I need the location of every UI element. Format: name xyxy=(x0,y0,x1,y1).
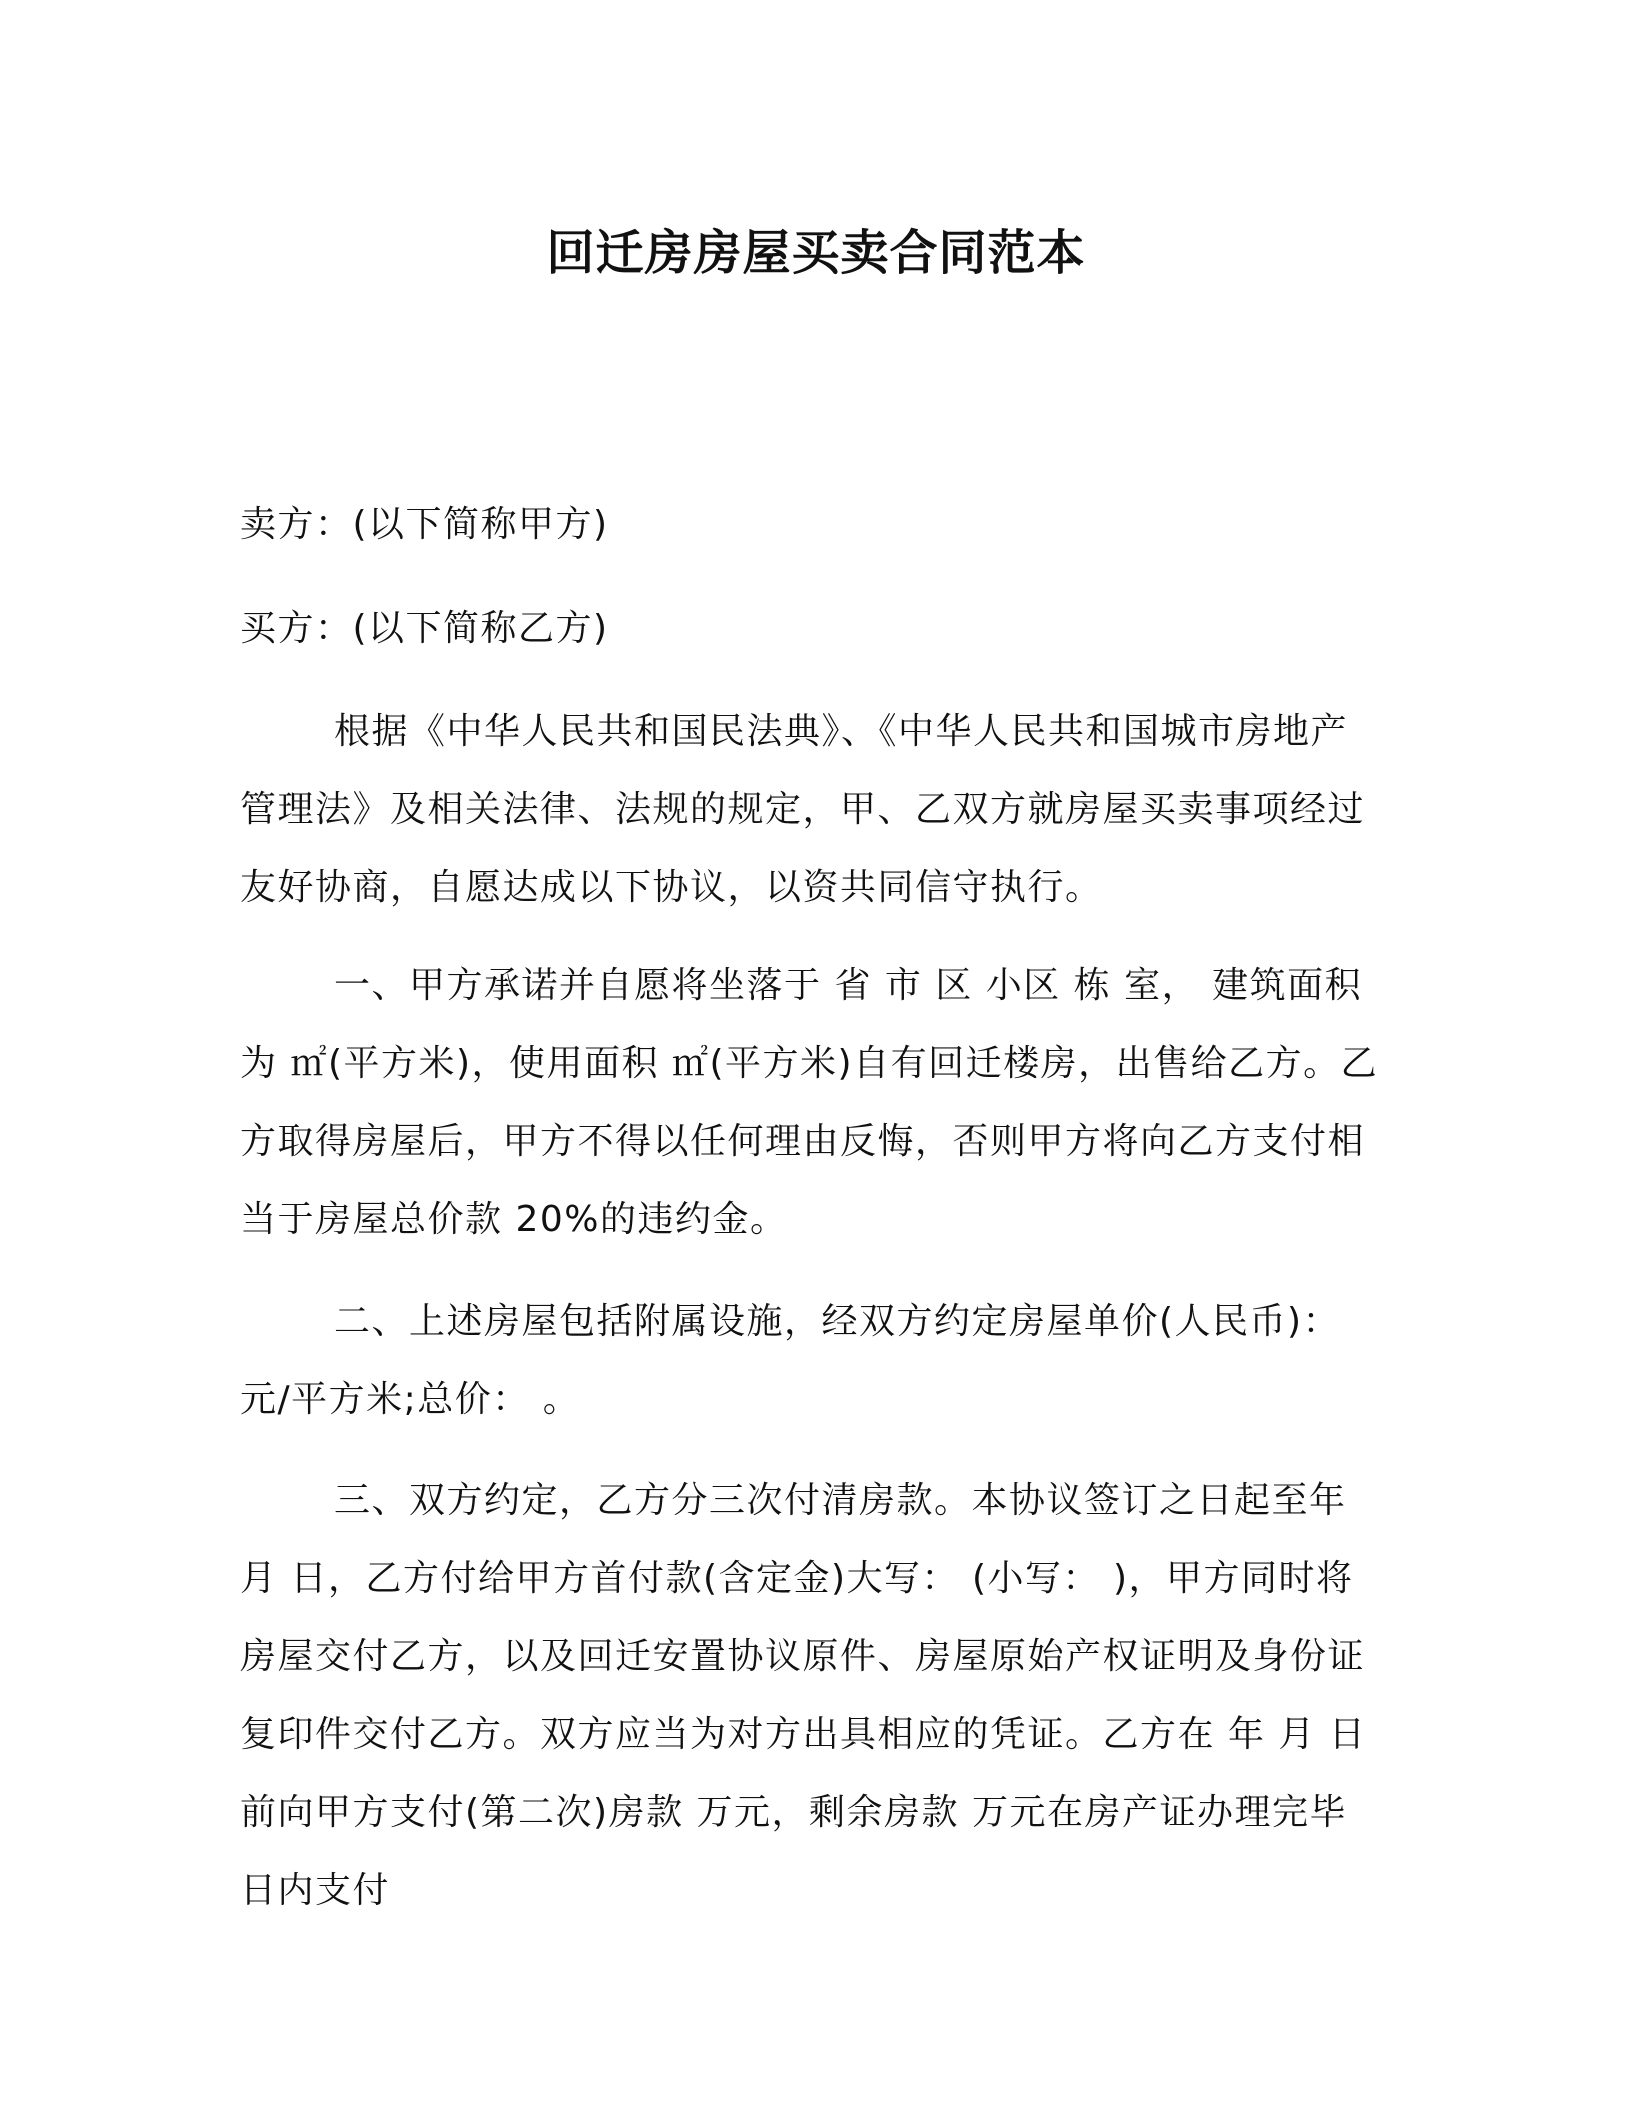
document-title: 回迁房房屋买卖合同范本 xyxy=(546,225,1086,281)
paragraph-article-3-text: 三、双方约定，乙方分三次付清房款。本协议签订之日起至年 月 日，乙方付给甲方首付款(含定金)大写： (小写： )，甲方同时将房屋交付乙方，以及回迁安置协议原件、房屋原始产权证明及身份证复印件交付乙方。双方应当为对方出具相应的凭证。乙方在 年 月 日前向甲方支付(第二次)房款 万元，剩余房款 万元在房产证办理完毕 日内支付 xyxy=(240,1480,1367,1911)
buyer-line: 买方：(以下简称乙方) xyxy=(240,608,609,649)
paragraph-article-1 xyxy=(240,947,1380,1259)
paragraph-basis-text: 根据《中华人民共和国民法典》、《中华人民共和国城市房地产管理法》及相关法律、法规的规定，甲、乙双方就房屋买卖事项经过友好协商，自愿达成以下协议，以资共同信守执行。 xyxy=(240,711,1366,908)
seller-line: 卖方：(以下简称甲方) xyxy=(240,504,609,545)
paragraph-article-2-text: 二、上述房屋包括附属设施，经双方约定房屋单价(人民币)： 元/平方米;总价： 。 xyxy=(240,1301,1341,1420)
paragraph-article-3 xyxy=(240,1462,1380,1930)
paragraph-article-2 xyxy=(240,1283,1380,1439)
paragraph-article-1-text: 一、甲方承诺并自愿将坐落于 省 市 区 小区 栋 室， 建筑面积为 ㎡(平方米)，使用面积 ㎡(平方米)自有回迁楼房，出售给乙方。乙方取得房屋后，甲方不得以任何理由反悔，否则甲方将向乙方支付相当于房屋总价款 20%的违约金。 xyxy=(240,965,1379,1240)
paragraph-basis xyxy=(240,693,1380,927)
